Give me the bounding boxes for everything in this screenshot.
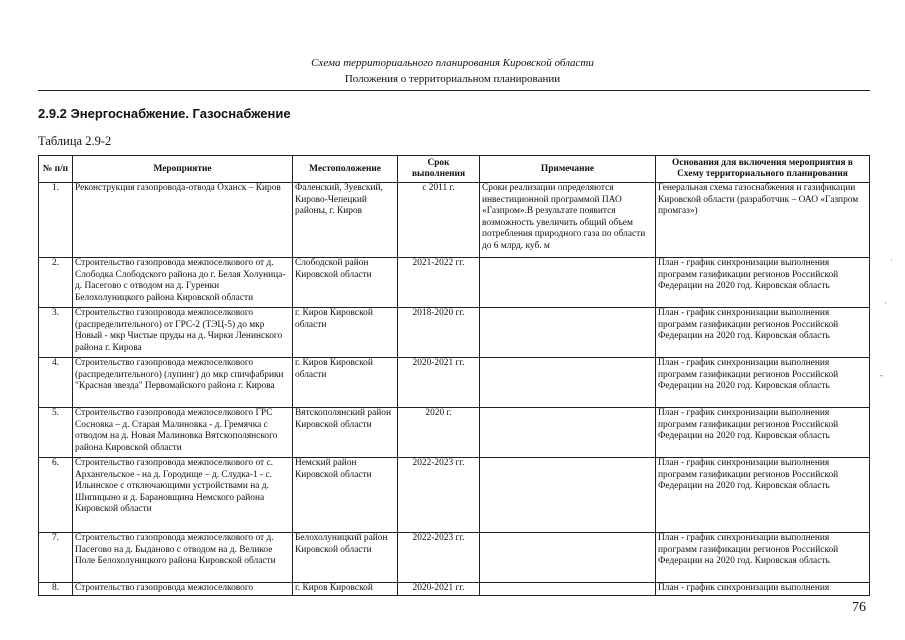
row-basis: План - график синхронизации выполнения программ газификации регионов Российской Федерации на 2020 год. Кировская область: [656, 308, 870, 358]
row-location: г. Киров Кировской области: [293, 358, 398, 408]
table-row: [39, 533, 870, 583]
row-term: 2022-2023 гг.: [398, 533, 480, 583]
row-location: Немский район Кировской области: [293, 458, 398, 533]
row-number: 5.: [39, 408, 73, 458]
row-number: 8.: [39, 583, 73, 596]
document-header-subtitle: Положения о территориальном планировании: [344, 73, 561, 85]
row-event: Строительство газопровода межпоселкового от с. Архангельское - на д. Городище – д. Слудка-1 - с. Ильинское с отключающими устройствами на д. Шипицыно и д. Барановщина Немского района Кировской области: [73, 458, 293, 533]
row-event: Строительство газопровода межпоселкового (распределительного) (лупинг) до мкр спичфабрики "Красная звезда" Первомайского района г. Кирова: [73, 358, 293, 408]
table-header-row: [39, 156, 870, 183]
row-note: [480, 358, 656, 408]
table-row: [39, 308, 870, 358]
row-basis: План - график синхронизации выполнения программ газификации регионов Российской Федерации на 2020 год. Кировская область: [656, 458, 870, 533]
scan-mark: ˙: [890, 258, 893, 268]
row-event: Строительство газопровода межпоселкового от д. Слободка Слободского района до г. Белая Холуница-д. Пасегово с отводом на д. Гуренки Белохолуницкого района Кировской области: [73, 258, 293, 308]
row-event: Строительство газопровода межпоселкового: [73, 583, 293, 596]
row-location: Фаленский, Зуевский, Кирово-Чепецкий районы, г. Киров: [293, 183, 398, 258]
row-basis: План - график синхронизации выполнения программ газификации регионов Российской Федерации на 2020 год. Кировская область: [656, 533, 870, 583]
row-term: 2022-2023 гг.: [398, 458, 480, 533]
table-row: [39, 183, 870, 258]
row-basis: План - график синхронизации выполнения программ газификации регионов Российской Федерации на 2020 год. Кировская область: [656, 358, 870, 408]
row-event: Строительство газопровода межпоселкового (распределительного) от ГРС-2 (ТЭЦ-5) до мкр Новый - мкр Чистые пруды на д. Чирки Ленинского района г. Кирова: [73, 308, 293, 358]
row-location: г. Киров Кировской области: [293, 308, 398, 358]
row-number: 7.: [39, 533, 73, 583]
row-number: 2.: [39, 258, 73, 308]
row-number: 1.: [39, 183, 73, 258]
row-basis: Генеральная схема газоснабжения и газификации Кировской области (разработчик – ОАО «Газпром промгаз»): [656, 183, 870, 258]
row-number: 3.: [39, 308, 73, 358]
document-header-title: Схема территориального планирования Кировской области: [311, 57, 594, 69]
table-row: [39, 408, 870, 458]
col-header-event: Мероприятие: [73, 156, 293, 183]
row-note: [480, 533, 656, 583]
section-title: 2.9.2 Энергоснабжение. Газоснабжение: [38, 106, 291, 121]
row-note: [480, 408, 656, 458]
row-event: Реконструкция газопровода-отвода Оханск – Киров: [73, 183, 293, 258]
row-term: 2020-2021 гг.: [398, 583, 480, 596]
header-divider: [38, 90, 870, 91]
row-note: [480, 458, 656, 533]
table-row: [39, 458, 870, 533]
col-header-note: Примечание: [480, 156, 656, 183]
row-basis: План - график синхронизации выполнения: [656, 583, 870, 596]
row-event: Строительство газопровода межпоселкового ГРС Сосновка – д. Старая Малиновка - д. Гремячка с отводом на д. Новая Малиновка Вятскополянского района Кировской области: [73, 408, 293, 458]
row-term: с 2011 г.: [398, 183, 480, 258]
row-term: 2020 г.: [398, 408, 480, 458]
row-note: [480, 308, 656, 358]
row-location: Слободской район Кировской области: [293, 258, 398, 308]
row-basis: План - график синхронизации выполнения программ газификации регионов Российской Федерации на 2020 год. Кировская область: [656, 408, 870, 458]
row-location: г. Киров Кировской: [293, 583, 398, 596]
row-term: 2021-2022 гг.: [398, 258, 480, 308]
page-number: 76: [852, 600, 866, 615]
table-row: [39, 258, 870, 308]
row-location: Белохолуницкий район Кировской области: [293, 533, 398, 583]
row-term: 2020-2021 гг.: [398, 358, 480, 408]
row-location: Вятскополянский район Кировской области: [293, 408, 398, 458]
col-header-location: Местоположение: [293, 156, 398, 183]
row-note: Сроки реализации определяются инвестиционной программой ПАО «Газпром».В результате появится возможность увеличить общий объем потребления природного газа по области до 6 млрд. куб. м: [480, 183, 656, 258]
row-event: Строительство газопровода межпоселкового от д. Пасегово на д. Быданово с отводом на д. Великое Поле Белохолуницкого района Кировской области: [73, 533, 293, 583]
row-number: 4.: [39, 358, 73, 408]
table-row: [39, 583, 870, 596]
table-row: [39, 358, 870, 408]
row-note: [480, 583, 656, 596]
scan-mark: ‐: [880, 370, 883, 380]
row-basis: План - график синхронизации выполнения программ газификации регионов Российской Федерации на 2020 год. Кировская область: [656, 258, 870, 308]
scan-mark: ·: [884, 298, 887, 308]
col-header-basis: Основания для включения мероприятия в Схему территориального планирования: [656, 156, 870, 183]
col-header-term: Срок выполнения: [398, 156, 480, 183]
measures-table: [38, 155, 870, 596]
row-number: 6.: [39, 458, 73, 533]
table-caption: Таблица 2.9-2: [38, 134, 112, 148]
row-note: [480, 258, 656, 308]
col-header-number: № п/п: [39, 156, 73, 183]
row-term: 2018-2020 гг.: [398, 308, 480, 358]
